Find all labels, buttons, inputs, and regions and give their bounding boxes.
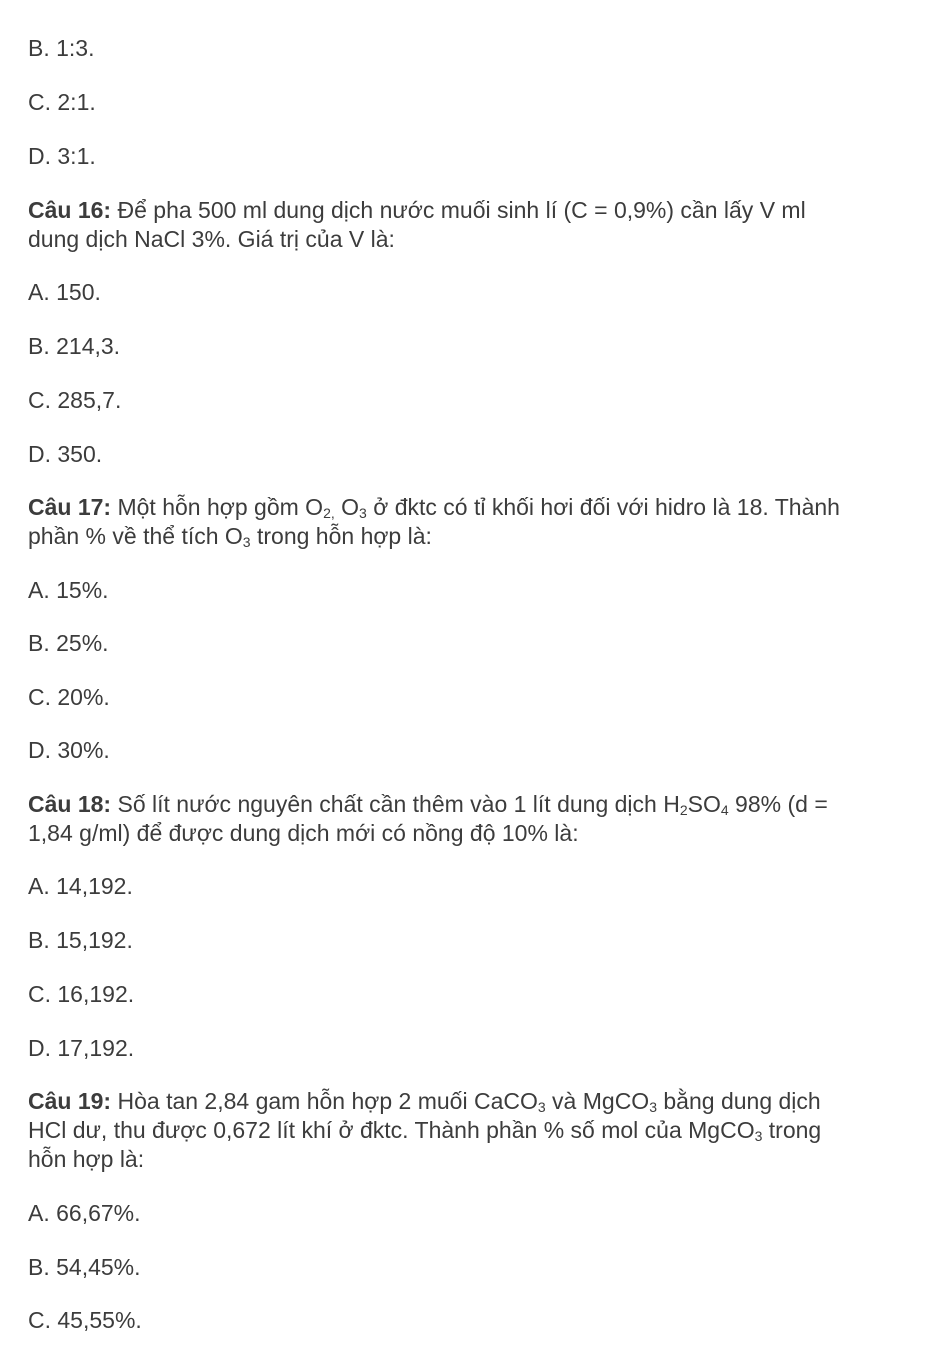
- question-19-text-1a: Hòa tan 2,84 gam hỗn hợp 2 muối CaCO: [111, 1088, 538, 1114]
- question-18-text-1a: Số lít nước nguyên chất cần thêm vào 1 lít dung dịch H: [111, 791, 680, 817]
- question-19-text-2a: HCl dư, thu được 0,672 lít khí ở đktc. Thành phần % số mol của MgCO: [28, 1117, 755, 1143]
- question-19-text-1b: và MgCO: [545, 1088, 650, 1114]
- question-18-option-b: B. 15,192.: [28, 927, 133, 953]
- question-18-option-a: A. 14,192.: [28, 873, 133, 899]
- question-17-option-d: D. 30%.: [28, 737, 110, 763]
- question-17-option-c: C. 20%.: [28, 684, 110, 710]
- question-17-line-1: [28, 493, 840, 522]
- option-b: B. 1:3.: [28, 35, 95, 61]
- question-17-option-a: A. 15%.: [28, 577, 109, 603]
- question-16-option-c: C. 285,7.: [28, 387, 122, 413]
- question-16-option-a: A. 150.: [28, 279, 101, 305]
- question-19-line-1: [28, 1087, 821, 1116]
- question-17-line-2: [28, 522, 432, 551]
- question-19-sub-3: 3: [754, 1128, 763, 1144]
- question-17-sub-3: 3: [242, 534, 251, 550]
- question-18-line-1: [28, 790, 828, 819]
- question-18-line-2: 1,84 g/ml) để được dung dịch mới có nồng độ 10% là:: [28, 820, 579, 846]
- question-16-text-1: Để pha 500 ml dung dịch nước muối sinh lí (C = 0,9%) cần lấy V ml: [111, 197, 806, 223]
- question-17-text-1b: O: [334, 494, 360, 520]
- question-19-sub-1: 3: [537, 1099, 546, 1115]
- question-17-sub-1: 2,: [323, 505, 335, 521]
- question-19-option-a: A. 66,67%.: [28, 1200, 141, 1226]
- question-19-sub-2: 3: [649, 1099, 657, 1115]
- question-17-text-2b: trong hỗn hợp là:: [250, 523, 432, 549]
- question-17-text-2a: phần % về thể tích O: [28, 523, 243, 549]
- question-16-line-1: [28, 196, 806, 225]
- question-18-sub-2: 4: [720, 802, 729, 818]
- question-17-option-b: B. 25%.: [28, 630, 109, 656]
- question-19-option-c: C. 45,55%.: [28, 1307, 142, 1333]
- question-19-option-b: B. 54,45%.: [28, 1254, 141, 1280]
- question-18-text-1b: SO: [687, 791, 721, 817]
- question-18-option-c: C. 16,192.: [28, 981, 135, 1007]
- question-19-line-2: [28, 1116, 821, 1145]
- question-19-text-2b: trong: [762, 1117, 822, 1143]
- question-17-text-1a: Một hỗn hợp gồm O: [111, 494, 324, 520]
- question-16-label: Câu 16:: [28, 197, 112, 223]
- question-18-sub-1: 2: [679, 802, 688, 818]
- question-17-label: Câu 17:: [28, 494, 112, 520]
- option-d: D. 3:1.: [28, 143, 96, 169]
- question-16-option-d: D. 350.: [28, 441, 103, 467]
- question-16-line-2: dung dịch NaCl 3%. Giá trị của V là:: [28, 226, 395, 252]
- question-18-option-d: D. 17,192.: [28, 1035, 135, 1061]
- question-16-option-b: B. 214,3.: [28, 333, 121, 359]
- question-18-label: Câu 18:: [28, 791, 112, 817]
- question-19-line-3: hỗn hợp là:: [28, 1146, 145, 1172]
- question-19-label: Câu 19:: [28, 1088, 112, 1114]
- option-c: C. 2:1.: [28, 89, 96, 115]
- question-17-text-1c: ở đktc có tỉ khối hơi đối với hidro là 18. Thành: [366, 494, 840, 520]
- question-18-text-1c: 98% (d =: [728, 791, 828, 817]
- question-19-text-1c: bằng dung dịch: [657, 1088, 821, 1114]
- question-17-sub-2: 3: [359, 505, 367, 521]
